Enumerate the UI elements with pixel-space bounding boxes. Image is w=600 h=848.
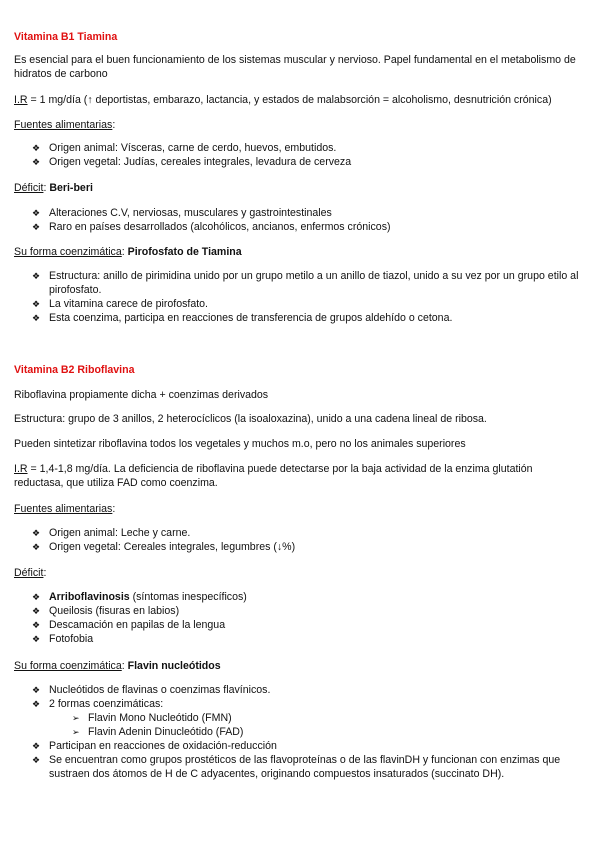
- list-item: ❖ Participan en reacciones de oxidación-reducción: [32, 740, 277, 752]
- list-item: ❖ Esta coenzima, participa en reacciones de transferencia de grupos aldehído o cetona.: [32, 312, 453, 324]
- list-item: ❖ Queilosis (fisuras en labios): [32, 605, 180, 617]
- diamond-bullet-icon: ❖: [32, 143, 41, 153]
- b2-ir-text: = 1,4-1,8 mg/día. La deficiencia de riboflavina puede detectarse por la baja actividad de la enzima glutatión reductasa, que utiliza FAD como coenzima.: [14, 463, 533, 489]
- diamond-bullet-icon: ❖: [32, 542, 41, 552]
- list-item: ❖ Arriboflavinosis (síntomas inespecíficos): [32, 591, 247, 603]
- sub-list-item: ➢ Flavin Adenin Dinucleótido (FAD): [72, 726, 244, 738]
- list-item: ❖ Fotofobia: [32, 633, 94, 645]
- diamond-bullet-icon: ❖: [32, 606, 41, 616]
- b2-forma-heading: Su forma coenzimática: Flavin nucleótidos: [14, 660, 221, 672]
- list-item: ❖ La vitamina carece de pirofosfato.: [32, 298, 208, 310]
- diamond-bullet-icon: ❖: [32, 528, 41, 538]
- b2-forma-list: [14, 683, 584, 781]
- diamond-bullet-icon: ❖: [32, 755, 41, 765]
- b2-line-1: Riboflavina propiamente dicha + coenzimas derivados: [14, 389, 269, 401]
- b1-ir-text: = 1 mg/día (↑ deportistas, embarazo, lactancia, y estados de malabsorción = alcoholismo, desnutrición crónica): [27, 94, 552, 106]
- b2-fuentes-list: [14, 526, 584, 554]
- list-item: ❖ Nucleótidos de flavinas o coenzimas flavínicos.: [32, 684, 271, 696]
- list-item: ❖ Alteraciones C.V, nerviosas, musculares y gastrointestinales: [32, 207, 332, 219]
- diamond-bullet-icon: ❖: [32, 157, 41, 167]
- list-item: ❖ Se encuentran como grupos prostéticos de las flavoproteínas o de las flavinDH y funcionan con enzimas que sustraen dos átomos de H de C adyacentes, originando compuestos insaturados (succinato DH).: [32, 754, 561, 780]
- sub-list-item: ➢ Flavin Mono Nucleótido (FMN): [72, 712, 232, 724]
- b1-title: Vitamina B1 Tiamina: [14, 31, 118, 43]
- b1-ir: [14, 93, 584, 107]
- list-item: ❖ 2 formas coenzimáticas:: [32, 698, 164, 710]
- b2-ir-label: I.R: [14, 463, 28, 475]
- diamond-bullet-icon: ❖: [32, 620, 41, 630]
- b1-forma-heading: Su forma coenzimática: Pirofosfato de Tiamina: [14, 246, 242, 258]
- list-item: ❖ Descamación en papilas de la lengua: [32, 619, 226, 631]
- b2-title: Vitamina B2 Riboflavina: [14, 364, 135, 376]
- b1-deficit-heading: Déficit: Beri-beri: [14, 182, 93, 194]
- list-item: ❖ Estructura: anillo de pirimidina unido por un grupo metilo a un anillo de tiazol, unido a su vez por un grupo etilo al pirofosfato.: [32, 270, 579, 296]
- diamond-bullet-icon: ❖: [32, 699, 41, 709]
- b2-ir: [14, 462, 584, 490]
- b1-fuentes-heading: Fuentes alimentarias:: [14, 119, 116, 131]
- b1-ir-label: I.R: [14, 94, 28, 106]
- b2-deficit-heading: Déficit:: [14, 567, 47, 579]
- b2-forma-name: Flavin nucleótidos: [127, 660, 221, 672]
- b1-forma-name: Pirofosfato de Tiamina: [127, 246, 242, 258]
- diamond-bullet-icon: ❖: [32, 634, 41, 644]
- b2-line-2: Estructura: grupo de 3 anillos, 2 heterocíclicos (la isoaloxazina), unido a una cadena lineal de ribosa.: [14, 413, 487, 425]
- b1-fuentes-list: [14, 141, 584, 169]
- b2-deficit-list: [14, 590, 584, 646]
- diamond-bullet-icon: ❖: [32, 313, 41, 323]
- diamond-bullet-icon: ❖: [32, 685, 41, 695]
- b1-forma-list: [14, 269, 584, 325]
- b1-intro: Es esencial para el buen funcionamiento de los sistemas muscular y nervioso. Papel fundamental en el metabolismo de hidratos de carbono: [14, 54, 576, 80]
- list-item: ❖ Origen vegetal: Judías, cereales integrales, levadura de cerveza: [32, 156, 352, 168]
- diamond-bullet-icon: ❖: [32, 741, 41, 751]
- arrow-bullet-icon: ➢: [72, 713, 80, 723]
- diamond-bullet-icon: ❖: [32, 271, 41, 281]
- list-item: ❖ Raro en países desarrollados (alcohólicos, ancianos, enfermos crónicos): [32, 221, 391, 233]
- diamond-bullet-icon: ❖: [32, 299, 41, 309]
- diamond-bullet-icon: ❖: [32, 222, 41, 232]
- b2-line-3: Pueden sintetizar riboflavina todos los vegetales y muchos m.o, pero no los animales superiores: [14, 438, 466, 450]
- b1-deficit-name: Beri-beri: [49, 182, 93, 194]
- b1-deficit-list: [14, 206, 584, 234]
- diamond-bullet-icon: ❖: [32, 592, 41, 602]
- list-item: ❖ Origen vegetal: Cereales integrales, legumbres (↓%): [32, 541, 296, 553]
- list-item: ❖ Origen animal: Leche y carne.: [32, 527, 191, 539]
- b2-fuentes-heading: Fuentes alimentarias:: [14, 503, 116, 515]
- list-item: ❖ Origen animal: Vísceras, carne de cerdo, huevos, embutidos.: [32, 142, 337, 154]
- diamond-bullet-icon: ❖: [32, 208, 41, 218]
- arrow-bullet-icon: ➢: [72, 727, 80, 737]
